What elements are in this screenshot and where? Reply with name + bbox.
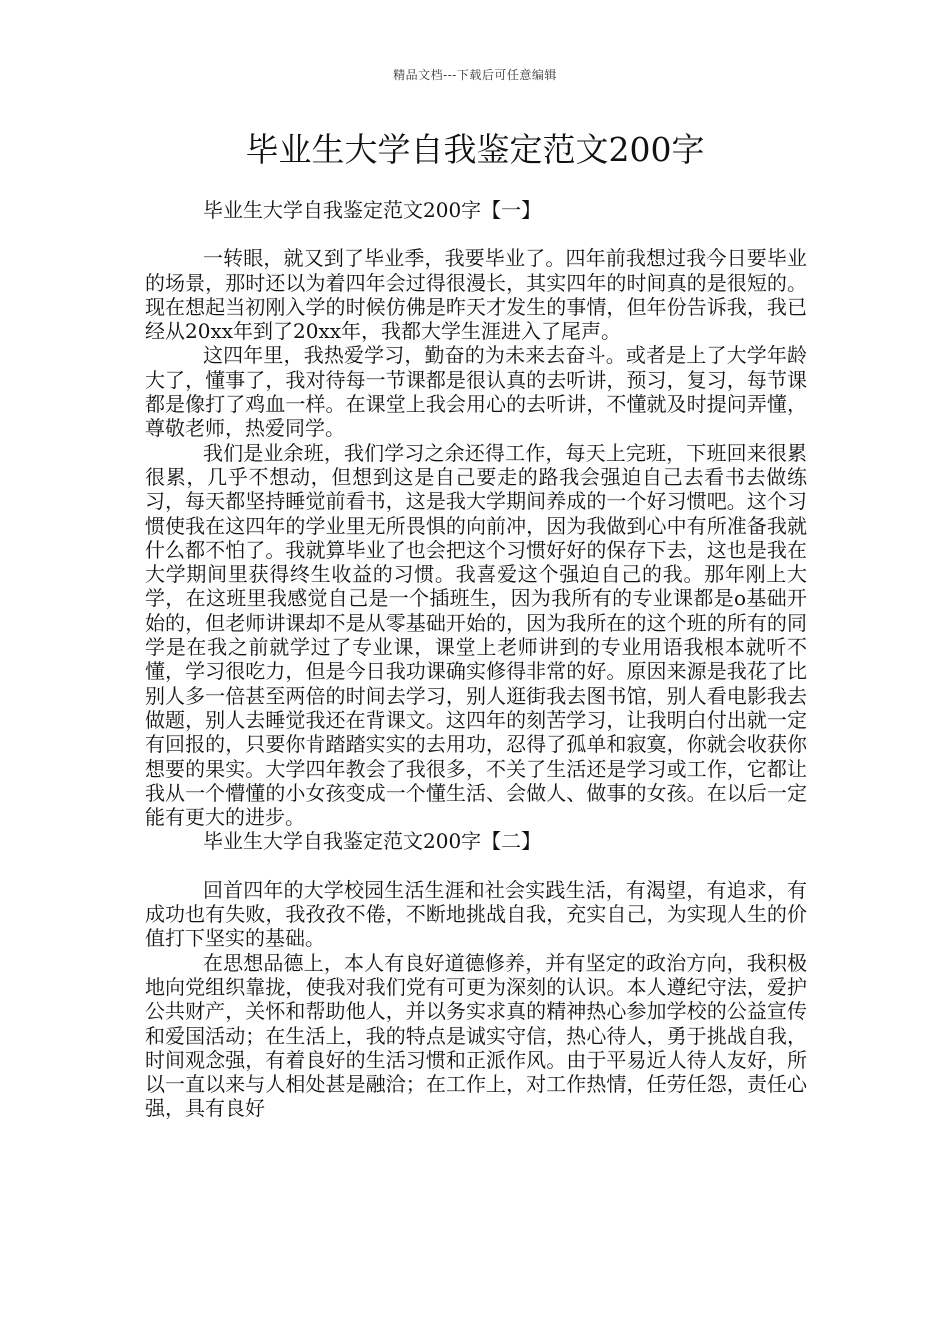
spacer — [145, 222, 807, 246]
section-2 — [145, 829, 807, 1120]
header-note: 精品文档---下载后可任意编辑 — [393, 68, 557, 82]
paragraph: 一转眼，就又到了毕业季，我要毕业了。四年前我想过我今日要毕业的场景，那时还以为着四年会过得很漫长，其实四年的时间真的是很短的。现在想起当初刚入学的时候仿佛是昨天才发生的事情，但年份告诉我，我已经从20xx年到了20xx年，我都大学生涯进入了尾声。 — [145, 246, 807, 344]
section-1 — [145, 198, 807, 829]
paragraph: 我们是业余班，我们学习之余还得工作，每天上完班，下班回来很累很累，几乎不想动，但想到这是自己要走的路我会强迫自己去看书去做练习，每天都坚持睡觉前看书，这是我大学期间养成的一个好习惯吧。这个习惯使我在这四年的学业里无所畏惧的向前冲，因为我做到心中有所准备我就什么都不怕了。我就算毕业了也会把这个习惯好好的保存下去，这也是我在大学期间里获得终生收益的习惯。我喜爱这个强迫自己的我。那年刚上大学，在这班里我感觉自己是一个插班生，因为我所有的专业课都是o基础开始的，但老师讲课却不是从零基础开始的，因为我所在的这个班的所有的同学是在我之前就学过了专业课，课堂上老师讲到的专业用语我根本就听不懂，学习很吃力，但是今日我功课确实修得非常的好。原因来源是我花了比别人多一倍甚至两倍的时间去学习，别人逛街我去图书馆，别人看电影我去做题，别人去睡觉我还在背课文。这四年的刻苦学习，让我明白付出就一定有回报的，只要你肯踏踏实实的去用功，忍得了孤单和寂寞，你就会收获你想要的果实。大学四年教会了我很多，不关了生活还是学习或工作，它都让我从一个懵懂的小女孩变成一个懂生活、会做人、做事的女孩。在以后一定能有更大的进步。 — [145, 440, 807, 830]
document-body — [145, 198, 807, 1121]
paragraph: 在思想品德上，本人有良好道德修养，并有坚定的政治方向，我积极地向党组织靠拢，使我对我们党有可更为深刻的认识。本人遵纪守法，爱护公共财产，关怀和帮助他人，并以务实求真的精神热心参加学校的公益宣传和爱国活动；在生活上，我的特点是诚实守信，热心待人，勇于挑战自我，时间观念强，有着良好的生活习惯和正派作风。由于平易近人待人友好，所以一直以来与人相处甚是融洽；在工作上，对工作热情，任劳任怨，责任心强，具有良好 — [145, 950, 807, 1121]
section-heading: 毕业生大学自我鉴定范文200字【二】 — [203, 829, 542, 854]
section-heading: 毕业生大学自我鉴定范文200字【一】 — [203, 198, 542, 222]
document-title: 毕业生大学自我鉴定范文200字 — [245, 130, 705, 169]
paragraph: 回首四年的大学校园生活生涯和社会实践生活，有渴望，有追求，有成功也有失败，我孜孜不倦，不断地挑战自我，充实自己，为实现人生的价值打下坚实的基础。 — [145, 877, 807, 951]
paragraph: 这四年里，我热爱学习，勤奋的为未来去奋斗。或者是上了大学年龄大了，懂事了，我对待每一节课都是很认真的去听讲，预习，复习，每节课都是像打了鸡血一样。在课堂上我会用心的去听讲，不懂就及时提问弄懂，尊敬老师，热爱同学。 — [145, 343, 807, 441]
spacer — [145, 854, 807, 878]
